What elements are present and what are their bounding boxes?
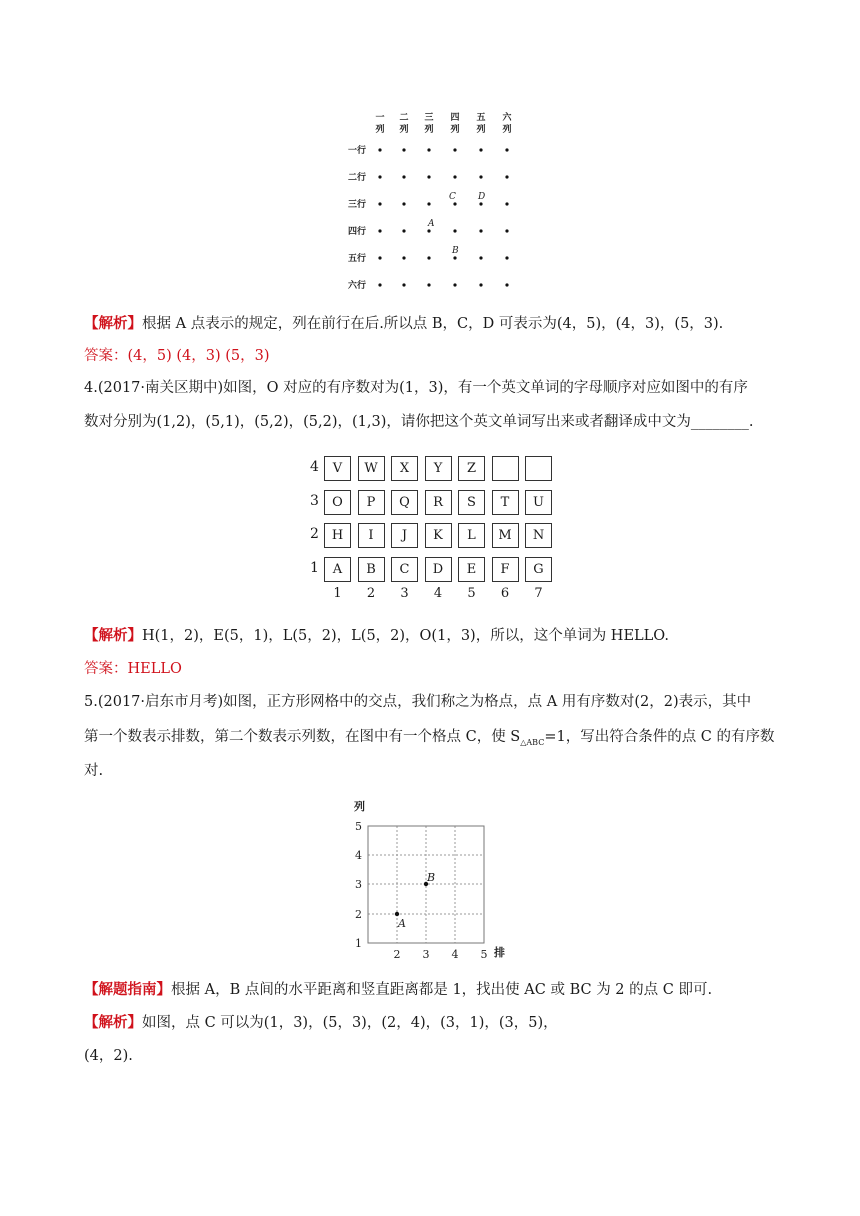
row-number: 2: [310, 526, 319, 542]
grid-dot: [505, 256, 508, 259]
analysis-text: 根据 A 点表示的规定，列在前行在后.所以点 B，C，D 可表示为(4，5)，(4，3)，(5，3).: [142, 316, 724, 332]
col-header-6-bottom: 列: [502, 125, 512, 135]
row-column-dot-figure: [340, 108, 530, 298]
letter-cell: R: [425, 490, 452, 515]
dot-grid: [378, 148, 508, 286]
grid-dot: [479, 229, 482, 232]
row-number: 4: [310, 459, 319, 475]
grid-dot: [402, 148, 405, 151]
grid-dot: [453, 175, 456, 178]
grid-dot: [427, 175, 430, 178]
y-tick-5: 5: [355, 820, 362, 833]
grid-dot: [402, 175, 405, 178]
answer-label: 答案：: [84, 348, 128, 364]
letter-cell: Q: [391, 490, 418, 515]
letter-cell: O: [324, 490, 351, 515]
x-tick-3: 3: [422, 948, 430, 961]
col-header-2-top: 二: [399, 113, 409, 123]
letter-cell: E: [458, 557, 485, 582]
q5-line2-pre: 第一个数表示排数，第二个数表示列数，在图中有一个格点 C，使 S: [84, 729, 521, 745]
col-number: 2: [366, 586, 376, 601]
grid-dot: [378, 283, 381, 286]
grid-dot: [402, 256, 405, 259]
grid-dot: [479, 148, 482, 151]
q4-analysis: [84, 626, 669, 646]
letter-cell: M: [492, 523, 519, 548]
row-label-1: 一行: [348, 146, 367, 156]
col-header-6-top: 六: [502, 113, 512, 123]
row-label-3: 三行: [348, 200, 367, 210]
grid-dot: [505, 229, 508, 232]
guide-text: 根据 A，B 点间的水平距离和竖直距离都是 1，找出使 AC 或 BC 为 2 的点 C 即可.: [171, 982, 713, 998]
grid-dot: [453, 202, 456, 205]
q5-guide: [84, 980, 712, 1000]
grid-dot: [505, 148, 508, 151]
analysis-text: H(1，2)，E(5，1)，L(5，2)，L(5，2)，O(1，3)，所以，这个单词为 HELLO.: [142, 628, 669, 644]
letter-cell: V: [324, 456, 351, 481]
x-tick-4: 4: [451, 948, 459, 961]
col-header-5-bottom: 列: [476, 125, 486, 135]
letter-cell: S: [458, 490, 485, 515]
col-number: 5: [467, 586, 476, 601]
letter-cell: W: [358, 456, 385, 481]
letter-cell: [492, 456, 519, 481]
col-header-4-top: 四: [450, 113, 460, 123]
letter-cell: H: [324, 523, 351, 548]
col-header-5-top: 五: [476, 113, 486, 123]
col-number: 7: [534, 586, 543, 601]
grid-dot: [378, 202, 381, 205]
row-label-4: 四行: [348, 227, 367, 237]
row-number: 3: [310, 492, 319, 509]
letter-cell: I: [358, 523, 385, 548]
q5-analysis-line-2: (4，2).: [84, 1048, 133, 1064]
grid-dot: [378, 148, 381, 151]
col-header-1-bottom: 列: [375, 125, 385, 135]
analysis-tag: 【解析】: [84, 315, 142, 332]
letter-cell: Y: [425, 456, 452, 481]
grid-dot: [402, 229, 405, 232]
grid-dot: [427, 202, 430, 205]
q5-analysis-line-1: [84, 1013, 558, 1033]
letter-cell: N: [525, 523, 552, 548]
row-label-2: 二行: [348, 173, 367, 183]
col-header-3-top: 三: [424, 113, 434, 123]
point-a: [395, 912, 399, 916]
grid-dot: [505, 202, 508, 205]
grid-dot: [427, 229, 430, 232]
col-number: 3: [400, 586, 409, 601]
x-tick-2: 2: [393, 948, 401, 961]
answer-label: 答案：: [84, 661, 128, 677]
row-number: 1: [310, 559, 319, 576]
letter-cell: A: [324, 557, 351, 582]
q3-analysis: [84, 314, 723, 334]
q4-question-line-2: 数对分别为(1,2)，(5,1)，(5,2)，(5,2)，(1,3)，请你把这个英文单词写出来或者翻译成中文为________.: [84, 414, 754, 430]
letter-cell: F: [492, 557, 519, 582]
point-label-d: D: [478, 192, 486, 202]
answer-text: (4，5) (4，3) (5，3): [127, 348, 270, 364]
letter-cell: U: [525, 490, 552, 515]
q5-line2-post: =1，写出符合条件的点 C 的有序数: [544, 729, 775, 745]
analysis-tag: 【解析】: [84, 627, 142, 644]
letter-cell: [525, 456, 552, 481]
q5-question-line-3: 对.: [84, 763, 104, 779]
grid-dot: [479, 202, 482, 205]
letter-cell: D: [425, 557, 452, 582]
analysis-text: 如图，点 C 可以为(1，3)，(5，3)，(2，4)，(3，1)，(3，5)，: [142, 1015, 558, 1031]
point-b-label: B: [427, 871, 436, 884]
grid-dot: [479, 256, 482, 259]
letter-cell: C: [391, 557, 418, 582]
guide-tag: 【解题指南】: [84, 981, 171, 998]
grid-dot: [427, 283, 430, 286]
col-header-4-bottom: 列: [450, 125, 460, 135]
y-tick-4: 4: [355, 849, 362, 862]
letter-cell: L: [458, 523, 485, 548]
row-label-6: 六行: [348, 281, 367, 291]
grid-dot: [453, 229, 456, 232]
grid-dot: [505, 175, 508, 178]
y-axis-title: 列: [354, 800, 365, 813]
col-number: 6: [500, 586, 510, 601]
col-number: 1: [333, 586, 342, 601]
grid-dot: [479, 175, 482, 178]
x-axis-title: 排: [494, 946, 505, 959]
point-label-c: C: [449, 192, 456, 202]
point-label-b: B: [452, 246, 459, 256]
grid-dot: [378, 256, 381, 259]
triangle-subscript: △ABC: [520, 737, 545, 747]
grid-dot: [402, 202, 405, 205]
letter-cell: B: [358, 557, 385, 582]
col-header-3-bottom: 列: [424, 125, 434, 135]
letter-cell: J: [391, 523, 418, 548]
q4-question-line-1: 4.(2017·南关区期中)如图，O 对应的有序数对为(1，3)，有一个英文单词的字母顺序对应如图中的有序: [84, 380, 748, 396]
letter-cell: X: [391, 456, 418, 481]
coordinate-grid-figure: [340, 796, 520, 966]
col-header-2-bottom: 列: [399, 125, 409, 135]
point-a-label: A: [398, 917, 406, 930]
y-tick-1: 1: [355, 937, 362, 950]
grid-dot: [453, 148, 456, 151]
y-tick-3: 3: [355, 878, 362, 891]
grid-dot: [479, 283, 482, 286]
grid-dot: [453, 256, 456, 259]
point-label-a: A: [428, 219, 435, 229]
grid-dot: [427, 148, 430, 151]
letter-cell: G: [525, 557, 552, 582]
q5-question-line-2: [84, 727, 775, 753]
letter-cell: P: [358, 490, 385, 515]
grid-dot: [378, 175, 381, 178]
analysis-tag: 【解析】: [84, 1014, 142, 1031]
q3-answer: [84, 346, 270, 366]
x-tick-5: 5: [480, 948, 488, 961]
grid-dot: [378, 229, 381, 232]
letter-cell: Z: [458, 456, 485, 481]
grid-dot: [402, 283, 405, 286]
col-number: 4: [433, 586, 443, 601]
answer-text: HELLO: [127, 661, 182, 677]
letter-cell: T: [492, 490, 519, 515]
col-header-1-top: 一: [375, 113, 385, 123]
q5-question-line-1: 5.(2017·启东市月考)如图，正方形网格中的交点，我们称之为格点，点 A 用有序数对(2，2)表示，其中: [84, 694, 752, 710]
letter-grid: [310, 456, 560, 606]
y-tick-2: 2: [355, 908, 362, 921]
grid-dot: [427, 256, 430, 259]
grid-dot: [453, 283, 456, 286]
row-label-5: 五行: [348, 254, 367, 264]
letter-cell: K: [425, 523, 452, 548]
q4-answer: [84, 659, 182, 679]
grid-dot: [505, 283, 508, 286]
